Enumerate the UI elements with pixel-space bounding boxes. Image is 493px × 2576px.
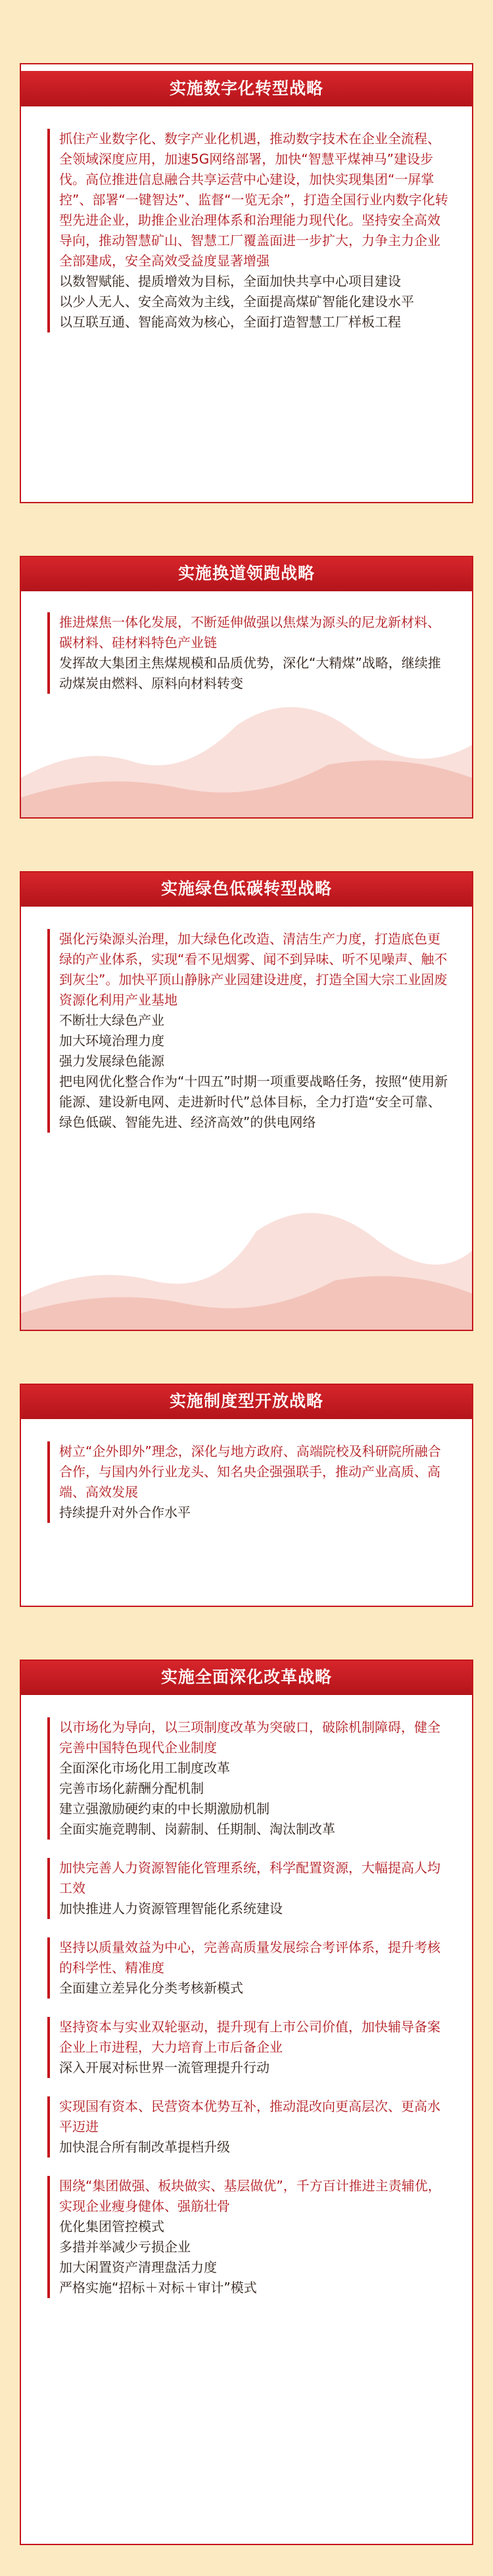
section-banner <box>20 556 473 591</box>
block-item: 以数智赋能、提质增效为目标，全面加快共享中心项目建设 <box>59 273 401 289</box>
strategy-block <box>47 1937 450 1999</box>
section-title: 实施数字化转型战略 <box>169 79 323 98</box>
block-lead-text: 以市场化为导向，以三项制度改革为突破口，破除机制障碍，健全完善中国特色现代企业制度 <box>59 1719 440 1755</box>
block-item: 强力发展绿色能源 <box>59 1053 164 1069</box>
section-banner <box>20 1660 473 1695</box>
block-item: 全面实施竞聘制、岗薪制、任期制、淘汰制改革 <box>59 1821 335 1837</box>
strategy-block <box>47 612 450 694</box>
section-title: 实施换道领跑战略 <box>177 564 315 583</box>
strategy-block <box>47 929 450 1133</box>
strategy-block <box>47 2017 450 2078</box>
block-item: 完善市场化薪酬分配机制 <box>59 1780 204 1796</box>
section-institutional-opening <box>20 1384 473 1607</box>
block-lead-text: 坚持以质量效益为中心，完善高质量发展综合考评体系，提升考核的科学性、精准度 <box>59 1939 440 1976</box>
block-item: 建立强激励硬约束的中长期激励机制 <box>59 1801 270 1817</box>
mountain-background-art <box>21 1159 472 1330</box>
section-title: 实施全面深化改革战略 <box>160 1667 332 1686</box>
block-lead-text: 加快完善人力资源智能化管理系统，科学配置资源，大幅提高人均工效 <box>59 1860 440 1896</box>
block-lead-text: 推进煤焦一体化发展，不断延伸做强以焦煤为源头的尼龙新材料、碳材料、硅材料特色产业链 <box>59 614 440 650</box>
block-lead-text: 实现国有资本、民营资本优势互补，推动混改向更高层次、更高水平迈进 <box>59 2098 440 2135</box>
block-lead-text: 树立“企外即外”理念，深化与地方政府、高端院校及科研院所融合合作，与国内外行业龙头、知名央企强强联手，推动产业高质、高端、高效发展 <box>59 1443 441 1500</box>
block-item: 以互联互通、智能高效为核心，全面打造智慧工厂样板工程 <box>59 314 401 330</box>
block-lead-text: 坚持资本与实业双轮驱动，提升现有上市公司价值，加快辅导备案企业上市进程，大力培育上市后备企业 <box>59 2019 440 2055</box>
block-item: 加大环境治理力度 <box>59 1033 164 1049</box>
block-item: 全面深化市场化用工制度改革 <box>59 1760 230 1776</box>
block-item: 把电网优化整合作为“十四五”时期一项重要战略任务，按照“使用新能源、建设新电网、走进新时代”总体目标，全力打造“安全可靠、绿色低碳、智能先进、经济高效”的供电网络 <box>59 1073 448 1130</box>
strategy-block <box>47 129 450 332</box>
block-lead-text: 围绕“集团做强、板块做实、基层做优”，千方百计推进主责辅优，实现企业瘦身健体、强筋壮骨 <box>59 2178 441 2214</box>
block-lead-text: 强化污染源头治理，加大绿色化改造、清洁生产力度，打造底色更绿的产业体系，实现“看不见烟雾、闻不到异味、听不见噪声、触不到灰尘”。加快平顶山静脉产业园建设进度，打造全国大宗工业固废资源化利用产业基地 <box>59 931 448 1008</box>
block-item: 持续提升对外合作水平 <box>59 1504 191 1520</box>
block-item: 多措并举减少亏损企业 <box>59 2239 191 2255</box>
block-item: 不断壮大绿色产业 <box>59 1012 164 1028</box>
block-item: 加快混合所有制改革提档升级 <box>59 2139 230 2155</box>
section-banner <box>20 871 473 907</box>
block-item: 加快推进人力资源管理智能化系统建设 <box>59 1901 283 1916</box>
strategy-block <box>47 1441 450 1523</box>
section-digital-transformation <box>20 63 473 503</box>
block-item: 严格实施“招标＋对标＋审计”模式 <box>59 2280 257 2295</box>
block-item: 全面建立差异化分类考核新模式 <box>59 1980 243 1996</box>
section-deepening-reform <box>20 1660 473 2545</box>
block-item: 发挥故大集团主焦煤规模和品质优势，深化“大精煤”战略，继续推动煤炭由燃料、原料向材料转变 <box>59 655 441 691</box>
strategy-block <box>47 1858 450 1919</box>
section-banner <box>20 1384 473 1419</box>
block-item: 加大闲置资产清理盘活力度 <box>59 2259 217 2275</box>
strategy-block <box>47 1717 450 1840</box>
section-title: 实施制度型开放战略 <box>169 1391 323 1411</box>
section-lane-change-leadership <box>20 556 473 819</box>
block-item: 深入开展对标世界一流管理提升行动 <box>59 2060 270 2075</box>
section-green-low-carbon <box>20 871 473 1331</box>
strategy-block <box>47 2176 450 2298</box>
block-item: 优化集团管控模式 <box>59 2219 164 2234</box>
block-item: 以少人无人、安全高效为主线，全面提高煤矿智能化建设水平 <box>59 294 414 309</box>
section-title: 实施绿色低碳转型战略 <box>160 879 332 898</box>
strategy-block <box>47 2096 450 2158</box>
block-lead-text: 抓住产业数字化、数字产业化机遇，推动数字技术在企业全流程、全领域深度应用，加速5G网络部署，加快“智慧平煤神马”建设步伐。高位推进信息融合共享运营中心建设，加快实现集团“一屏掌控”、部署“一键智达”、监督“一览无余”，打造全国行业内数字化转型先进企业，助推企业治理体系和治理能力现代化。坚持安全高效导向，推动智慧矿山、智慧工厂覆盖面进一步扩大，力争主力企业全部建成，安全高效受益度显著增强 <box>59 131 448 269</box>
section-banner <box>20 71 473 106</box>
